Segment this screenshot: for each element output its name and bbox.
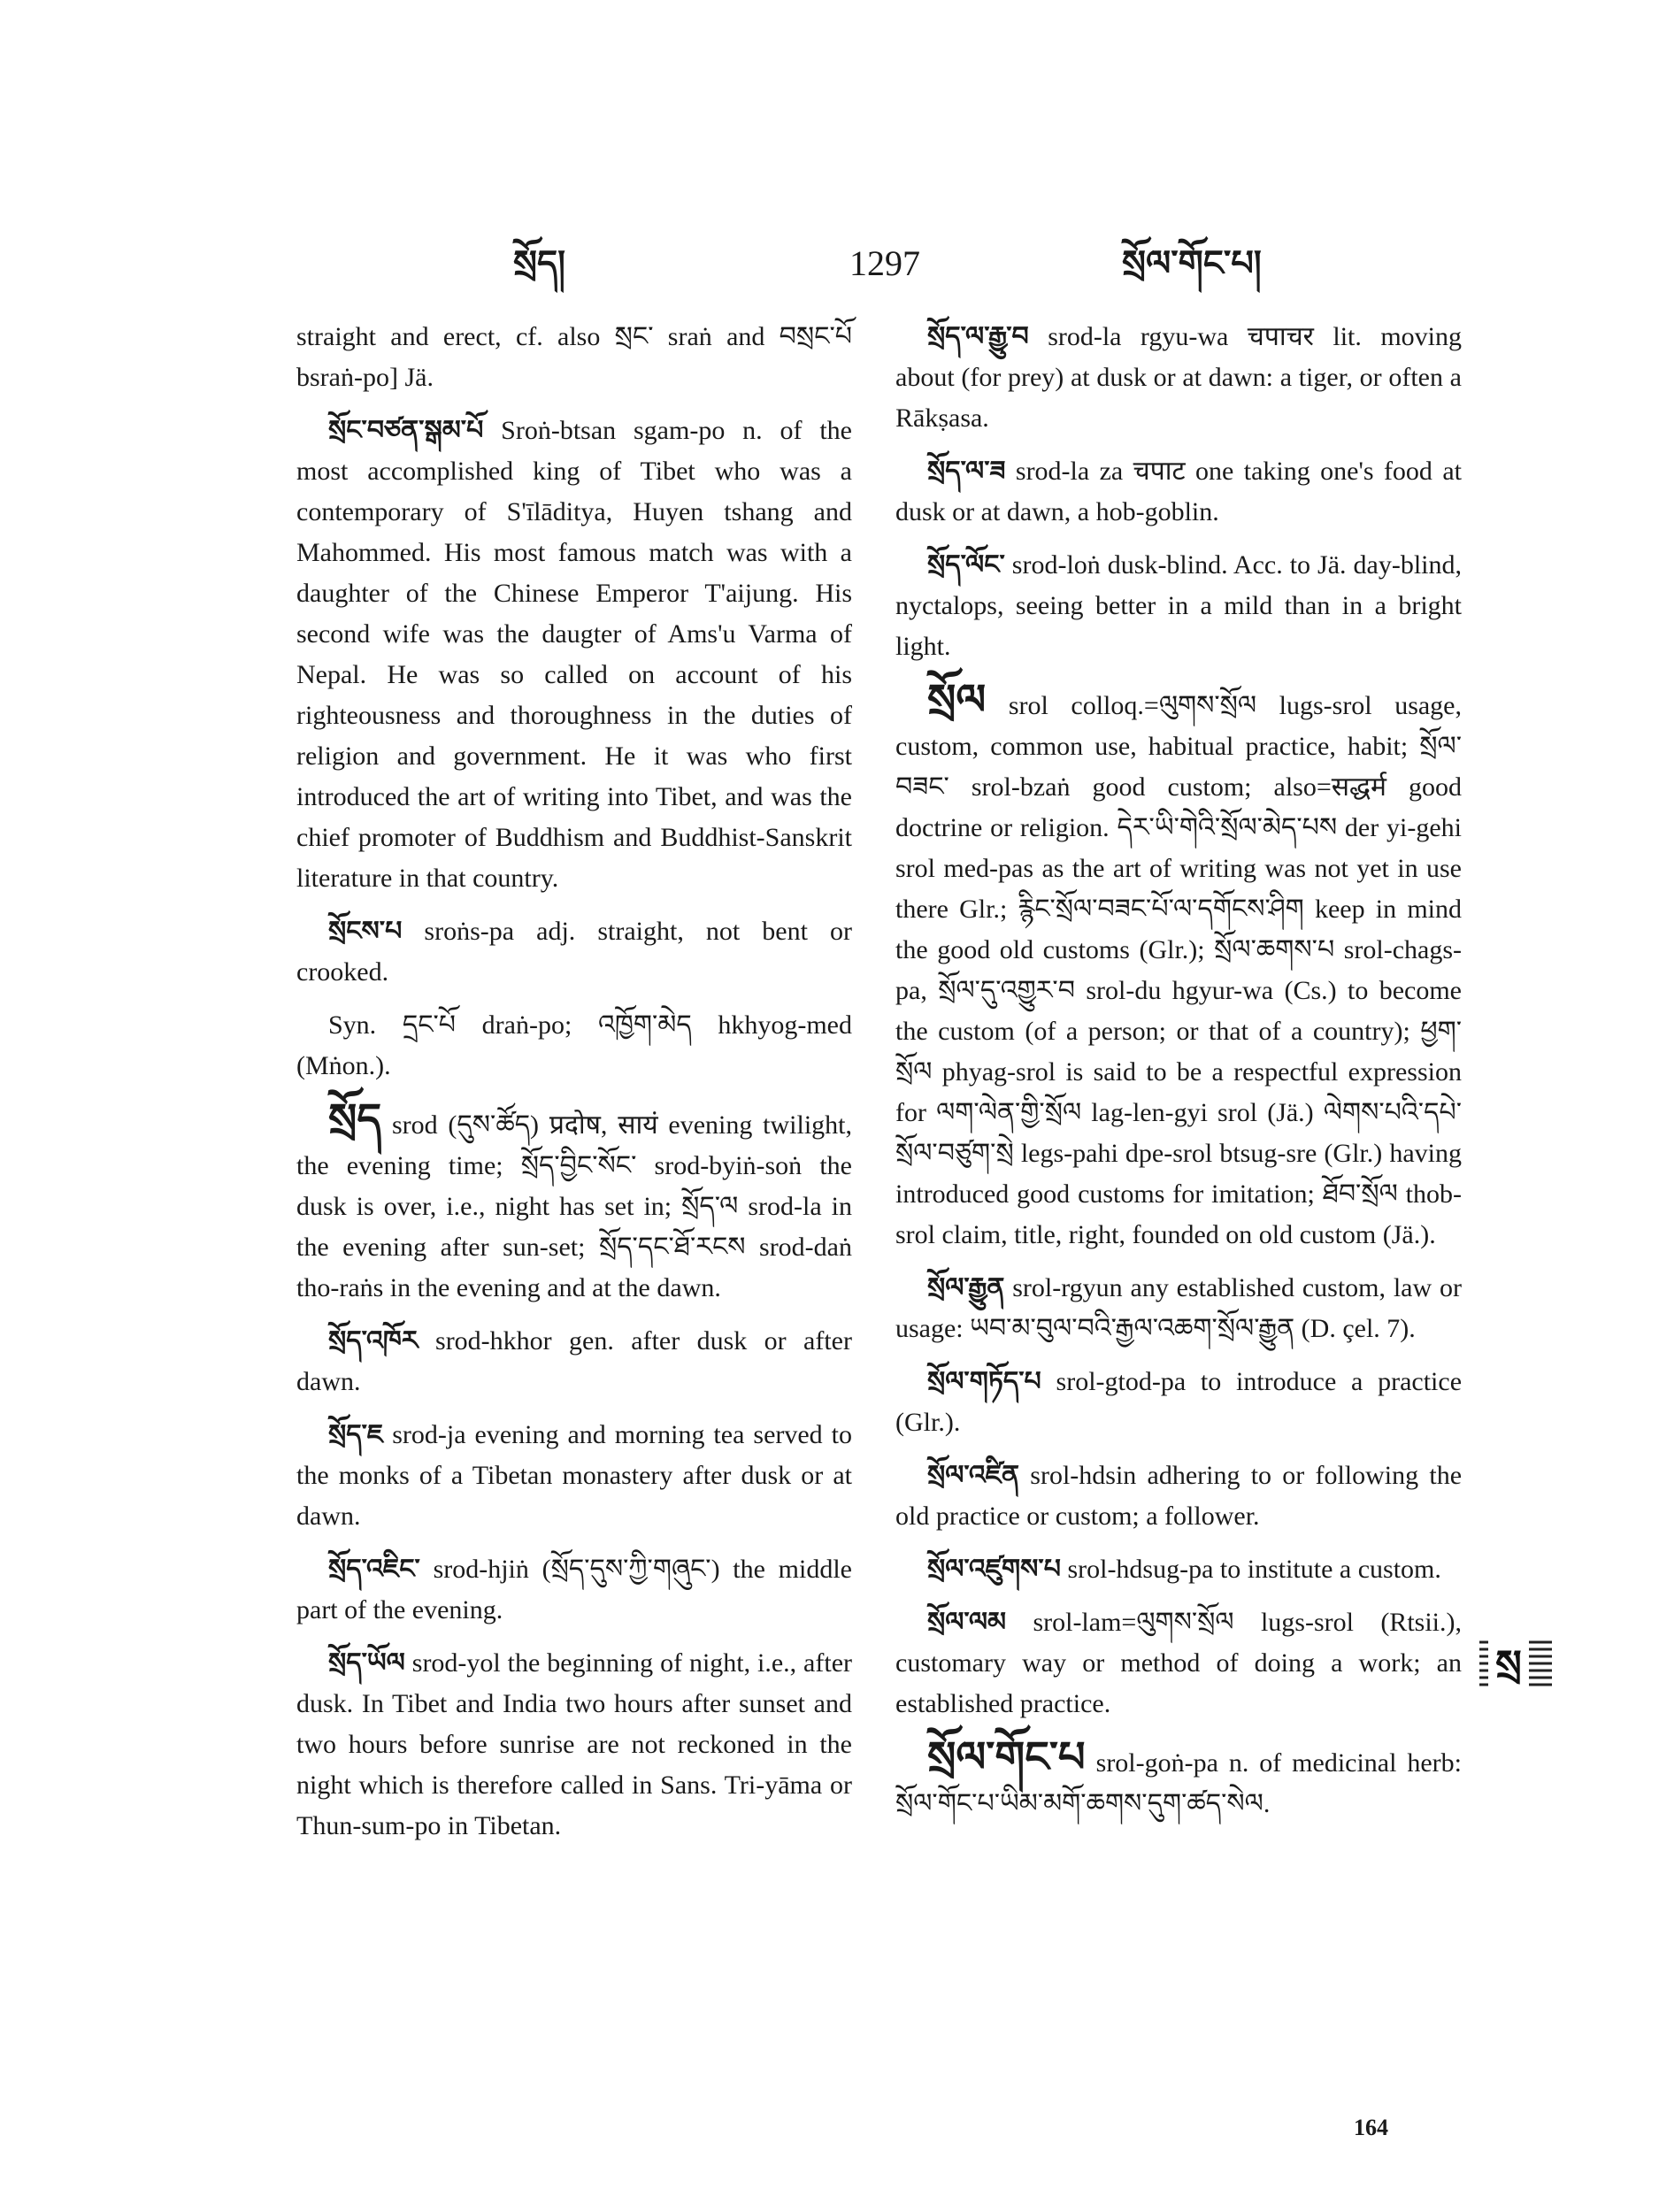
entry-headword: སྲོལ་རྒྱུན — [927, 1272, 1005, 1303]
entry-text: srod-la rgyu-wa चपाचर lit. moving about (for prey) at dusk or at dawn: a tiger, or often a Rākṣasa. — [895, 322, 1462, 433]
entry-headword: སྲོངས་པ — [328, 916, 403, 947]
dictionary-entry — [895, 317, 1462, 439]
entry-text: srol-lam=ལུགས་སྲོལ lugs-srol (Rtsii.), customary way or method of doing a work; an established practice. — [895, 1608, 1462, 1718]
signature-number: 164 — [1354, 2115, 1388, 2140]
header-left-headword: སྲོད། — [513, 243, 566, 284]
page-header — [0, 237, 1659, 308]
dictionary-entry — [296, 317, 852, 398]
dictionary-entry — [895, 451, 1462, 533]
page-number: 1297 — [849, 243, 920, 283]
entry-headword: སྲོལ་ལམ — [927, 1607, 1007, 1638]
entry-headword: སྲོད་འཇིང་ — [328, 1554, 420, 1585]
dictionary-entry — [296, 911, 852, 993]
dictionary-entry — [296, 1094, 852, 1309]
entry-text: srol-hdsug-pa to institute a custom. — [1067, 1555, 1441, 1584]
dictionary-entry — [895, 675, 1463, 1256]
dictionary-entry — [895, 1455, 1462, 1537]
entry-headword: སྲོད་ཇ — [328, 1419, 384, 1450]
dictionary-entry — [296, 1415, 852, 1537]
entry-headword: སྲོལ་གོང་པ — [927, 1732, 1086, 1782]
thumb-tab-letter: སྲ — [1495, 1642, 1522, 1687]
dictionary-entry — [895, 1268, 1462, 1349]
left-column — [296, 317, 852, 1859]
entry-text: srod-ja evening and morning tea served to the monks of a Tibetan monastery after dusk or at dawn. — [296, 1420, 853, 1531]
dictionary-entry — [895, 1362, 1462, 1443]
entry-text: srol-gtod-pa to introduce a practice (Glr.). — [895, 1367, 1463, 1437]
dictionary-entry — [296, 1005, 852, 1087]
entry-headword: སྲོད་ལོང་ — [927, 549, 1005, 580]
right-column — [895, 317, 1462, 1837]
entry-headword: སྲོལ་འཛིན — [927, 1460, 1020, 1491]
entry-headword: སྲོད་ལ་རྒྱུ་བ — [927, 321, 1029, 352]
dictionary-entry — [296, 1549, 852, 1631]
entry-headword: སྲོལ — [927, 675, 987, 725]
entry-text: srol-rgyun any established custom, law or usage: ཡབ་མ་བུལ་བའི་རྒྱལ་འཆག་སྲོལ་རྒྱུན (D. çel. 7). — [895, 1273, 1462, 1343]
entry-headword: སྲོང་བཙན་སྒམ་པོ — [328, 415, 484, 446]
entry-text: Sroṅ-btsan sgam-po n. of the most accomplished king of Tibet who was a contemporary of S'īlāditya, Huyen tshang and Mahommed. His most famous match was with a daughter of the Chinese Emperor T'aijung. His second wife was the daugter of Ams'u Varma of Nepal. He was so called on account of his righteousness and thoroughness in the duties of religion and government. He it was who first introduced the art of writing into Tibet, and was the chief promoter of Buddhism and Buddhist-Sanskrit literature in that country. — [296, 416, 852, 893]
entry-headword: སྲོད་ཡོལ — [328, 1647, 405, 1678]
entry-text: srod-hjiṅ (སྲོད་དུས་ཀྱི་གཞུང་) the middle part of the evening. — [296, 1555, 852, 1624]
entry-text: srod-hkhor gen. after dusk or after dawn. — [296, 1326, 852, 1396]
entry-text: srod-la za चपाट one taking one's food at dusk or at dawn, a hob-goblin. — [895, 457, 1462, 526]
entry-text: straight and erect, cf. also སྲང་ sraṅ and བསྲང་པོ bsraṅ-po] Jä. — [296, 322, 852, 392]
entry-text: srol colloq.=ལུགས་སྲོལ lugs-srol usage, custom, common use, habitual practice, habit; སྲོལ་བཟང་ srol-bzaṅ good custom; also=सद्धर्म good doctrine or religion. དེར་ཡི་གེའི་སྲོལ་མེད་པས der yi-gehi srol med-pas as the art of writing was not yet in use there Glr.; རྙིང་སྲོལ་བཟང་པོ་ལ་དགོངས་ཤིག keep in mind the good old customs (Glr.); སྲོལ་ཆགས་པ srol-chags-pa, སྲོལ་དུ་འགྱུར་བ srol-du hgyur-wa (Cs.) to become the custom (of a person; or that of a country); ཕྱག་སྲོལ phyag-srol is said to be a respectful expression for ལག་ལེན་གྱི་སྲོལ lag-len-gyi srol (Jä.) ལེགས་པའི་དཔེ་སྲོལ་བཙུག་སྲེ legs-pahi dpe-srol btsug-sre (Glr.) having introduced good customs for imitation; ཐོབ་སྲོལ thob-srol claim, title, right, founded on old custom (Jä.). — [895, 691, 1463, 1249]
dictionary-entry — [296, 1321, 852, 1402]
entry-headword: སྲོལ་འཛུགས་པ — [927, 1554, 1061, 1585]
dictionary-entry — [296, 411, 852, 899]
entry-text: sroṅs-pa adj. straight, not bent or crooked. — [296, 917, 853, 987]
thumb-index-tab — [1479, 1637, 1552, 1690]
entry-text: srod-loṅ dusk-blind. Acc. to Jä. day-blind, nyctalops, seeing better in a mild than in a bright light. — [895, 550, 1462, 661]
entry-headword: སྲོལ་གཏོད་པ — [927, 1366, 1041, 1397]
dictionary-entry — [895, 545, 1462, 667]
header-right-headword: སྲོལ་གོང་པ། — [1122, 243, 1262, 284]
dictionary-entry — [296, 1643, 852, 1847]
entry-text: srod-yol the beginning of night, i.e., after dusk. In Tibet and India two hours after sunset and two hours before sunrise are not reckoned in the night which is therefore called in Sans. Tri-yāma or Thun-sum-po in Tibetan. — [296, 1648, 853, 1840]
dictionary-entry — [895, 1602, 1462, 1724]
entry-text: srol-hdsin adhering to or following the old practice or custom; a follower. — [895, 1461, 1463, 1531]
dictionary-entry — [895, 1549, 1462, 1590]
entry-text: srod (དུས་ཚོད) प्रदोष, सायं evening twilight, the evening time; སྲོད་བྱིང་སོང་ srod-byiṅ-soṅ the dusk is over, i.e., night has set in; སྲོད་ལ srod-la in the evening after sun-set; སྲོད་དང་ཐོ་རངས srod-daṅ tho-raṅs in the evening and at the dawn. — [296, 1110, 852, 1302]
entry-headword: སྲོད་ལ་ཟ — [927, 456, 1006, 487]
entry-headword: སྲོད་འཁོར — [328, 1325, 419, 1356]
entry-headword: སྲོད — [328, 1094, 382, 1144]
dictionary-entry — [895, 1732, 1463, 1824]
entry-text: Syn. དྲང་པོ draṅ-po; འཁྱོག་མེད hkhyog-med (Mṅon.). — [296, 1010, 852, 1080]
entry-text: srol-goṅ-pa n. of medicinal herb: སྲོལ་གོང་པ་ཡིམ་མགོ་ཆགས་དུག་ཚད་སེལ. — [895, 1748, 1463, 1818]
